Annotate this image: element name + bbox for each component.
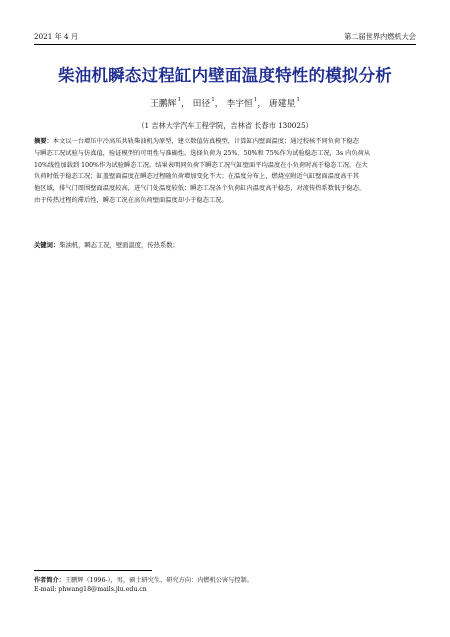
author-affil-mark: 1 [211,97,215,103]
author-bio-text: 王鹏辉（1996-），男，硕士研究生，研究方向：内燃机公害与控制。 [64,577,253,584]
author-affil-mark: 1 [177,97,182,103]
author-4 [269,99,300,109]
header-conference: 第二届世界内燃机大会 [344,32,416,41]
author-name: 田径 [192,99,211,109]
footnote-rule [34,570,152,571]
author-list: 王鹏辉$^1$， 田径$^1$， 李宇恒$^1$， 唐建星$^1$ [150,97,300,109]
author-1 [150,99,181,109]
header-rule [34,44,416,45]
author-name: 李宇恒 [226,99,253,109]
abstract-label: 摘要： [34,138,53,145]
keywords [34,240,179,249]
author-email: E-mail: phwang18@mails.jlu.edu.cn [34,586,147,593]
abstract-block [34,136,416,207]
abstract-line [34,136,416,148]
author-bio [34,575,253,584]
affiliation: （1 吉林大学汽车工程学院，吉林省 长春市 130025） [137,121,313,130]
author-bio-label: 作者简介： [34,577,65,584]
paper-title: 柴油机瞬态过程缸内壁面温度特性的模拟分析 [58,66,392,85]
author-2 [193,99,215,109]
abstract-line: 负荷时低于稳态工况；缸盖壁面温度在瞬态过程随负荷增加变化不大；在温度分布上，燃烧室附近气缸壁面温度高于其 [34,173,359,181]
abstract-line: 与瞬态工况试验与仿真值，验证模型的可用性与准确性。选择负荷为 25%、50%和 75%作为试验稳态工况，3s 内负荷从 [34,149,371,157]
keywords-label: 关键词： [34,242,60,249]
author-3 [226,99,257,109]
running-header [34,32,416,44]
author-affil-mark: 1 [296,97,300,103]
abstract-line: 由于传热过程的滞后性，瞬态工况在高负荷壁面温度却小于稳态工况。 [34,196,228,204]
author-name: 唐建星 [268,99,296,109]
author-affil-mark: 1 [253,97,258,103]
header-date: 2021 年 4 月 [34,32,79,41]
keywords-text: 柴油机，瞬态工况，壁面温度，传热系数； [59,242,179,249]
abstract-line: 他区域，排气门周围壁面温度较高，进气门处温度较低；瞬态工况各个负荷缸内温度高于稳态，对流传热系数低于稳态， [34,185,366,193]
author-name: 王鹏辉 [150,99,177,109]
abstract-text: 本文以一台增压中冷高压共轨柴油机为原型，建立数值仿真模型，计算缸内壁面温度；通过校核不同负荷下稳态 [52,138,359,145]
abstract-line: 10%线性加载到 100%作为试验瞬态工况。结果表明同负荷下瞬态工况气缸壁面平均温度在小负荷时高于稳态工况，在大 [34,161,368,169]
